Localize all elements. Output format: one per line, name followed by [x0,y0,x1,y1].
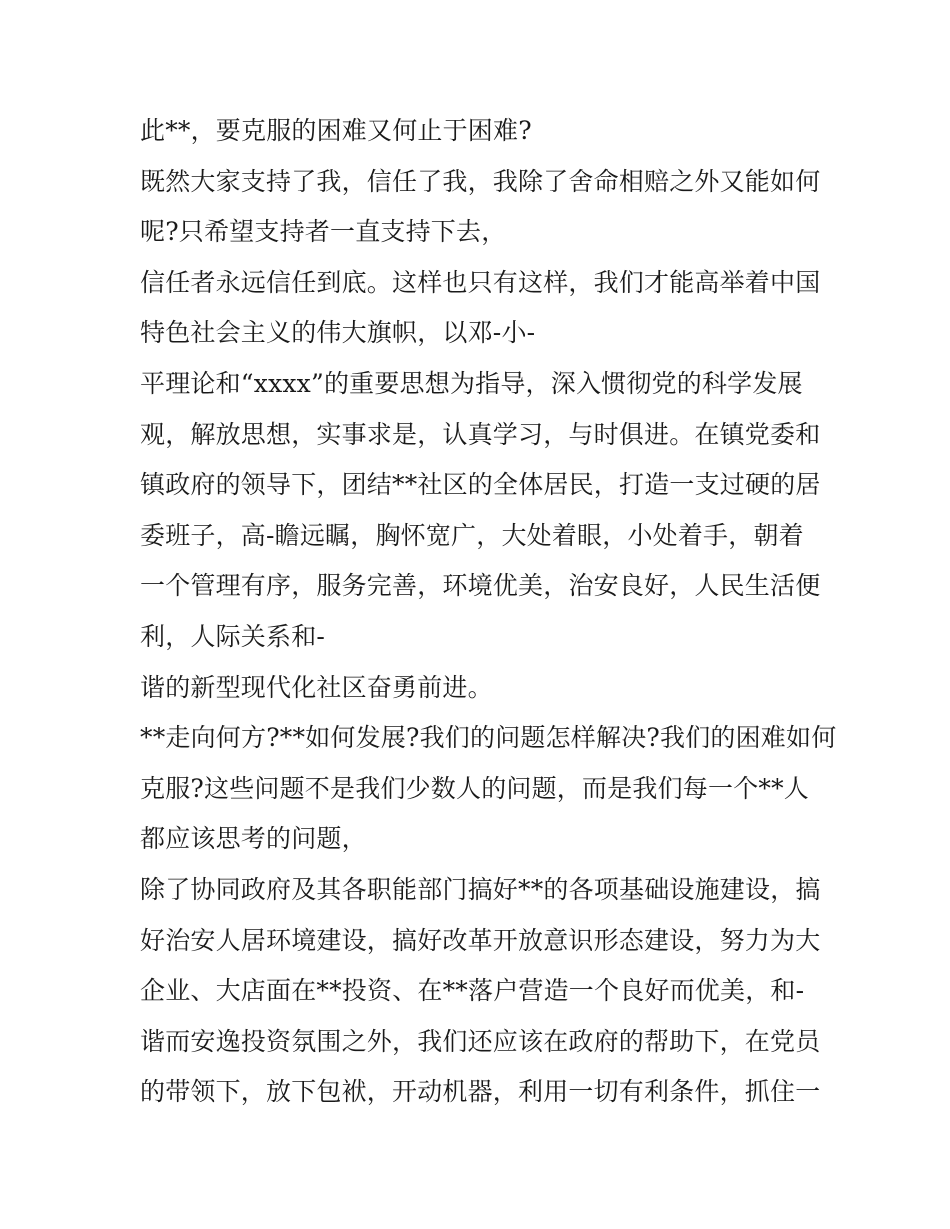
text-line: 此**，要克服的困难又何止于困难? [140,116,532,145]
text-line: 克服?这些问题不是我们少数人的问题，而是我们每一个**人 [140,773,810,803]
text-line: 的带领下，放下包袱，开动机器，利用一切有利条件，抓住一 [140,1077,821,1107]
text-line: 特色社会主义的伟大旗帜，以邓-小- [140,318,536,348]
text-line: 呢?只希望支持者一直支持下去， [140,217,507,247]
text-line: 好治安人居环境建设，搞好改革开放意识形态建设，努力为大 [140,925,821,955]
text-line: 谐的新型现代化社区奋勇前进。 [140,672,493,702]
body-text [140,106,837,1118]
text-line: 谐而安逸投资氛围之外，我们还应该在政府的帮助下，在党员 [140,1026,821,1056]
text-line: 除了协同政府及其各职能部门搞好**的各项基础设施建设，搞 [140,874,821,904]
text-line: 委班子，高-瞻远瞩，胸怀宽广，大处着眼，小处着手，朝着 [140,520,804,550]
text-line: 既然大家支持了我，信任了我，我除了舍命相赔之外又能如何 [140,166,821,196]
text-line: 都应该思考的问题， [140,824,367,854]
text-line: 信任者永远信任到底。这样也只有这样，我们才能高举着中国 [140,267,821,297]
text-line: 平理论和“xxxx”的重要思想为指导，深入惯彻党的科学发展 [140,368,803,398]
text-line: **走向何方?**如何发展?我们的问题怎样解决?我们的困难如何 [140,723,837,753]
text-line: 利，人际关系和- [140,621,326,651]
text-line: 一个管理有序，服务完善，环境优美，治安良好，人民生活便 [140,571,821,601]
text-line: 观，解放思想，实事求是，认真学习，与时俱进。在镇党委和 [140,419,821,449]
text-line: 企业、大店面在**投资、在**落户营造一个良好而优美，和- [140,976,805,1006]
text-line: 镇政府的领导下，团结**社区的全体居民，打造一支过硬的居 [140,470,821,500]
